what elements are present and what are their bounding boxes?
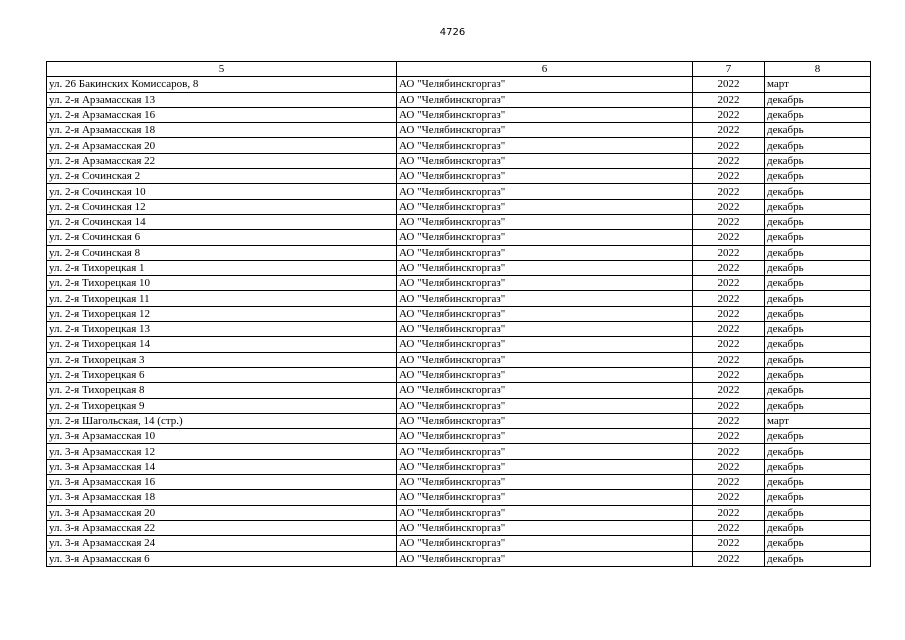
cell-organization: АО "Челябинскгоргаз" [397,337,693,352]
table-row [47,77,871,92]
cell-organization: АО "Челябинскгоргаз" [397,291,693,306]
table-row [47,153,871,168]
column-header-month: 8 [765,62,871,77]
cell-month: декабрь [765,536,871,551]
table-row [47,551,871,566]
table-row [47,291,871,306]
cell-address: ул. 2-я Арзамасская 13 [47,92,397,107]
table-row [47,276,871,291]
cell-address: ул. 3-я Арзамасская 16 [47,475,397,490]
cell-address: ул. 2-я Сочинская 12 [47,199,397,214]
table-row [47,520,871,535]
cell-month: декабрь [765,214,871,229]
cell-address: ул. 3-я Арзамасская 6 [47,551,397,566]
column-header-address: 5 [47,62,397,77]
cell-month: декабрь [765,153,871,168]
cell-month: декабрь [765,505,871,520]
cell-year: 2022 [693,475,765,490]
cell-organization: АО "Челябинскгоргаз" [397,276,693,291]
cell-month: декабрь [765,520,871,535]
cell-organization: АО "Челябинскгоргаз" [397,92,693,107]
table-row [47,230,871,245]
cell-month: декабрь [765,367,871,382]
cell-address: ул. 2-я Тихорецкая 11 [47,291,397,306]
cell-organization: АО "Челябинскгоргаз" [397,536,693,551]
cell-organization: АО "Челябинскгоргаз" [397,230,693,245]
column-header-year: 7 [693,62,765,77]
table-row [47,536,871,551]
table-row [47,475,871,490]
cell-organization: АО "Челябинскгоргаз" [397,77,693,92]
cell-organization: АО "Челябинскгоргаз" [397,505,693,520]
cell-year: 2022 [693,398,765,413]
cell-year: 2022 [693,138,765,153]
cell-year: 2022 [693,123,765,138]
cell-address: ул. 3-я Арзамасская 18 [47,490,397,505]
cell-organization: АО "Челябинскгоргаз" [397,413,693,428]
cell-month: март [765,77,871,92]
cell-address: ул. 2-я Тихорецкая 12 [47,306,397,321]
cell-year: 2022 [693,92,765,107]
cell-month: декабрь [765,337,871,352]
cell-address: ул. 2-я Сочинская 2 [47,169,397,184]
table-row [47,398,871,413]
table-row [47,184,871,199]
table-row [47,337,871,352]
table-row [47,505,871,520]
cell-month: декабрь [765,306,871,321]
cell-address: ул. 26 Бакинских Комиссаров, 8 [47,77,397,92]
table-row [47,306,871,321]
cell-organization: АО "Челябинскгоргаз" [397,138,693,153]
table-row [47,245,871,260]
cell-organization: АО "Челябинскгоргаз" [397,398,693,413]
table-row [47,429,871,444]
cell-month: декабрь [765,322,871,337]
table-row [47,260,871,275]
cell-month: декабрь [765,169,871,184]
cell-organization: АО "Челябинскгоргаз" [397,429,693,444]
table-row [47,352,871,367]
cell-organization: АО "Челябинскгоргаз" [397,551,693,566]
table-row [47,322,871,337]
cell-organization: АО "Челябинскгоргаз" [397,169,693,184]
cell-organization: АО "Челябинскгоргаз" [397,367,693,382]
cell-month: декабрь [765,276,871,291]
cell-year: 2022 [693,383,765,398]
cell-month: декабрь [765,490,871,505]
cell-month: декабрь [765,475,871,490]
cell-year: 2022 [693,444,765,459]
cell-address: ул. 2-я Тихорецкая 1 [47,260,397,275]
cell-address: ул. 2-я Арзамасская 20 [47,138,397,153]
cell-year: 2022 [693,169,765,184]
cell-organization: АО "Челябинскгоргаз" [397,475,693,490]
cell-month: декабрь [765,291,871,306]
header-row [47,62,871,77]
cell-month: декабрь [765,429,871,444]
table-row [47,367,871,382]
cell-month: декабрь [765,444,871,459]
cell-month: декабрь [765,184,871,199]
cell-address: ул. 2-я Арзамасская 18 [47,123,397,138]
cell-month: декабрь [765,551,871,566]
cell-address: ул. 3-я Арзамасская 24 [47,536,397,551]
cell-month: декабрь [765,123,871,138]
cell-month: декабрь [765,199,871,214]
cell-month: декабрь [765,383,871,398]
cell-organization: АО "Челябинскгоргаз" [397,184,693,199]
cell-address: ул. 2-я Сочинская 8 [47,245,397,260]
cell-year: 2022 [693,322,765,337]
cell-organization: АО "Челябинскгоргаз" [397,306,693,321]
cell-organization: АО "Челябинскгоргаз" [397,214,693,229]
cell-address: ул. 2-я Тихорецкая 3 [47,352,397,367]
cell-address: ул. 2-я Сочинская 14 [47,214,397,229]
cell-address: ул. 3-я Арзамасская 22 [47,520,397,535]
cell-year: 2022 [693,214,765,229]
table-row [47,383,871,398]
cell-month: декабрь [765,138,871,153]
cell-year: 2022 [693,520,765,535]
cell-address: ул. 2-я Тихорецкая 6 [47,367,397,382]
cell-year: 2022 [693,306,765,321]
cell-organization: АО "Челябинскгоргаз" [397,352,693,367]
table-row [47,138,871,153]
cell-year: 2022 [693,551,765,566]
cell-year: 2022 [693,367,765,382]
cell-year: 2022 [693,245,765,260]
cell-address: ул. 2-я Тихорецкая 8 [47,383,397,398]
table-row [47,92,871,107]
cell-month: декабрь [765,352,871,367]
cell-year: 2022 [693,199,765,214]
table-row [47,123,871,138]
cell-year: 2022 [693,536,765,551]
cell-year: 2022 [693,77,765,92]
cell-month: декабрь [765,92,871,107]
cell-address: ул. 3-я Арзамасская 14 [47,459,397,474]
gas-maintenance-table [46,61,871,567]
cell-year: 2022 [693,260,765,275]
table-row [47,199,871,214]
cell-year: 2022 [693,276,765,291]
cell-month: декабрь [765,260,871,275]
cell-address: ул. 3-я Арзамасская 20 [47,505,397,520]
table-body [47,77,871,567]
cell-year: 2022 [693,490,765,505]
cell-year: 2022 [693,291,765,306]
cell-year: 2022 [693,153,765,168]
cell-address: ул. 2-я Тихорецкая 13 [47,322,397,337]
cell-address: ул. 2-я Сочинская 6 [47,230,397,245]
cell-address: ул. 2-я Сочинская 10 [47,184,397,199]
cell-month: декабрь [765,230,871,245]
cell-address: ул. 2-я Тихорецкая 9 [47,398,397,413]
column-header-organization: 6 [397,62,693,77]
table-row [47,107,871,122]
cell-year: 2022 [693,230,765,245]
cell-organization: АО "Челябинскгоргаз" [397,520,693,535]
cell-year: 2022 [693,352,765,367]
table-row [47,413,871,428]
cell-month: декабрь [765,398,871,413]
cell-address: ул. 3-я Арзамасская 12 [47,444,397,459]
cell-organization: АО "Челябинскгоргаз" [397,153,693,168]
cell-organization: АО "Челябинскгоргаз" [397,490,693,505]
table-row [47,444,871,459]
cell-year: 2022 [693,459,765,474]
cell-organization: АО "Челябинскгоргаз" [397,459,693,474]
cell-address: ул. 2-я Тихорецкая 10 [47,276,397,291]
cell-year: 2022 [693,413,765,428]
cell-address: ул. 2-я Тихорецкая 14 [47,337,397,352]
page-number: 4726 [439,27,466,38]
cell-year: 2022 [693,184,765,199]
cell-month: март [765,413,871,428]
cell-year: 2022 [693,107,765,122]
cell-organization: АО "Челябинскгоргаз" [397,107,693,122]
cell-year: 2022 [693,429,765,444]
cell-month: декабрь [765,245,871,260]
table-row [47,214,871,229]
cell-month: декабрь [765,459,871,474]
table-row [47,459,871,474]
cell-organization: АО "Челябинскгоргаз" [397,322,693,337]
cell-organization: АО "Челябинскгоргаз" [397,383,693,398]
cell-month: декабрь [765,107,871,122]
cell-organization: АО "Челябинскгоргаз" [397,123,693,138]
cell-organization: АО "Челябинскгоргаз" [397,199,693,214]
cell-address: ул. 2-я Арзамасская 22 [47,153,397,168]
cell-organization: АО "Челябинскгоргаз" [397,444,693,459]
cell-year: 2022 [693,337,765,352]
cell-year: 2022 [693,505,765,520]
cell-organization: АО "Челябинскгоргаз" [397,245,693,260]
table-row [47,169,871,184]
table-row [47,490,871,505]
cell-address: ул. 2-я Шагольская, 14 (стр.) [47,413,397,428]
cell-address: ул. 2-я Арзамасская 16 [47,107,397,122]
cell-organization: АО "Челябинскгоргаз" [397,260,693,275]
cell-address: ул. 3-я Арзамасская 10 [47,429,397,444]
